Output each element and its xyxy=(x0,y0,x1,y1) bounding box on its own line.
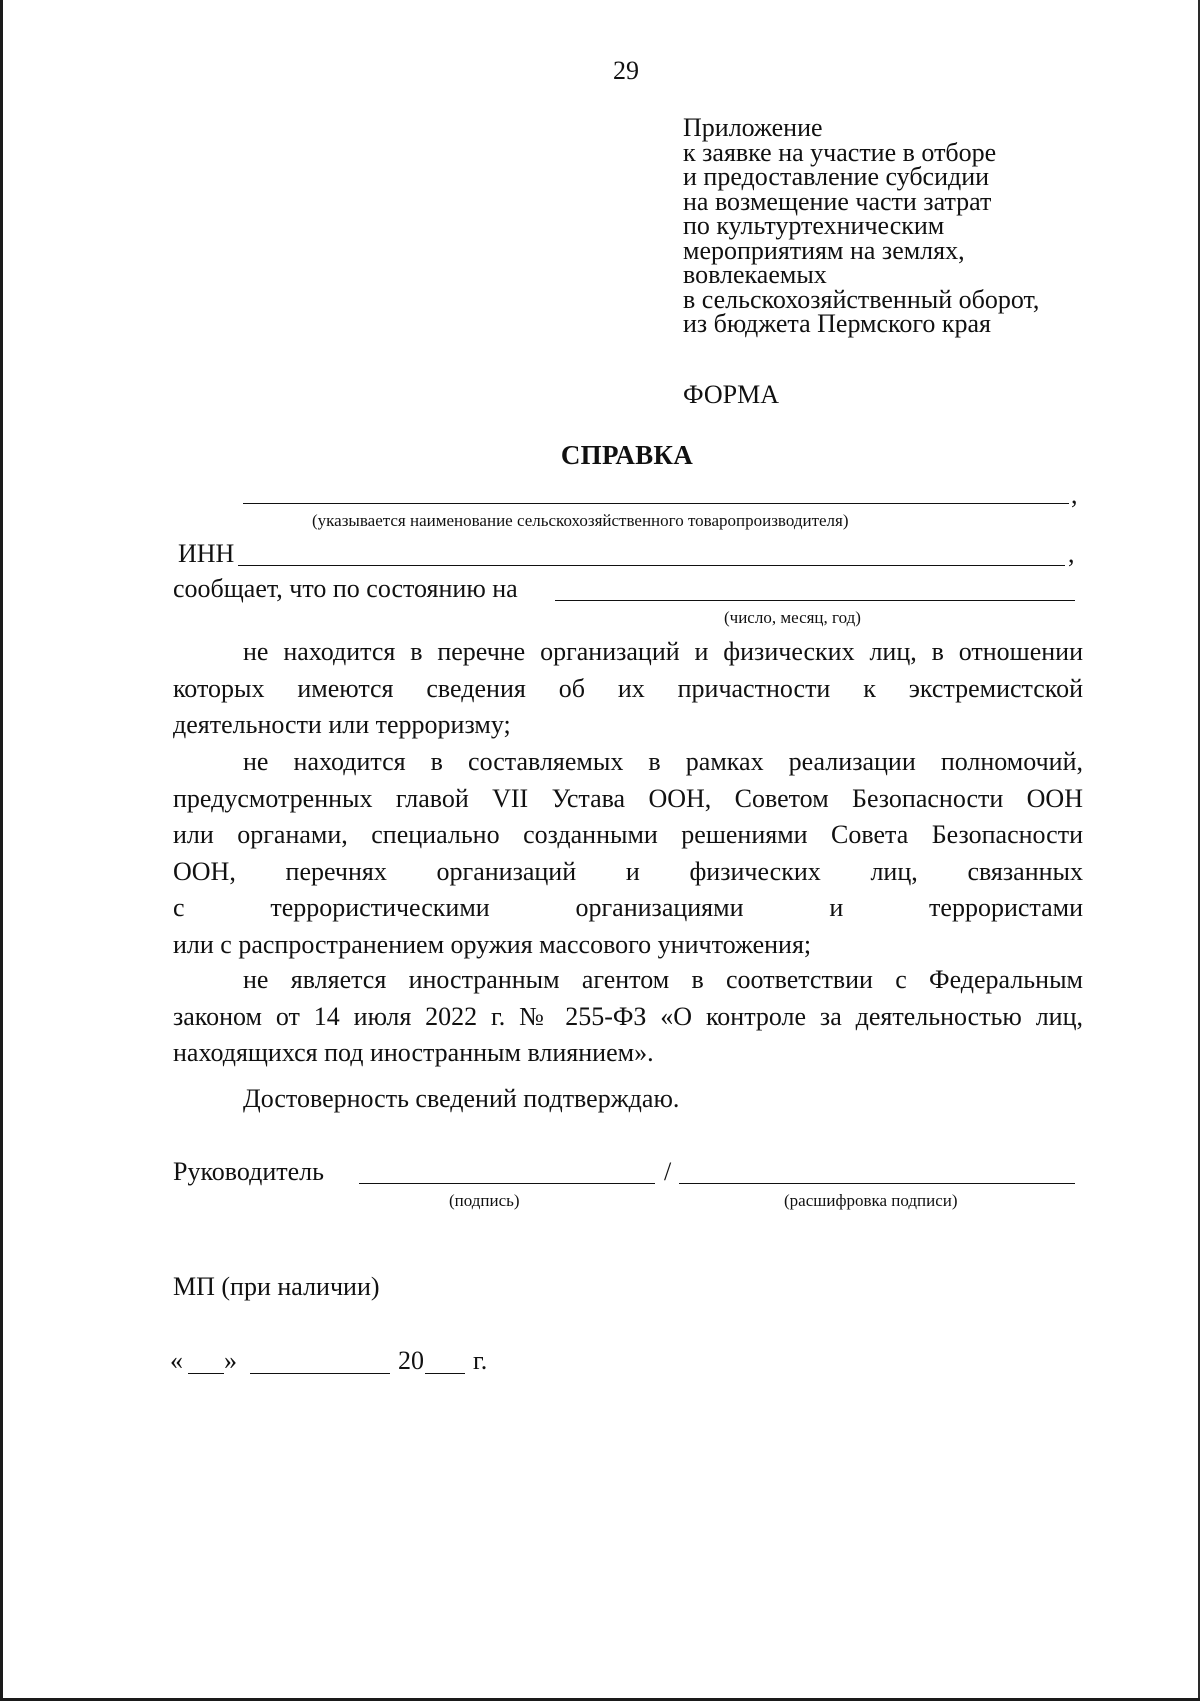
appendix-line: из бюджета Пермского края xyxy=(683,309,992,338)
appendix-line: на возмещение части затрат xyxy=(683,186,992,216)
paragraph-line: не находится в перечне организаций и физических лиц, в отношении xyxy=(243,637,1083,666)
producer-name-blank[interactable] xyxy=(243,503,1069,504)
inn-label: ИНН xyxy=(178,539,235,568)
year-suffix: г. xyxy=(473,1346,488,1375)
paragraph-line: которых имеются сведения об их причастности к экстремистской xyxy=(173,673,1083,703)
paragraph-un-lists xyxy=(173,744,1083,963)
appendix-line: и предоставление субсидии xyxy=(683,162,990,191)
appendix-block xyxy=(683,113,1040,338)
signature-hint: (подпись) xyxy=(449,1191,520,1210)
page-number: 29 xyxy=(613,56,639,85)
report-date-blank[interactable] xyxy=(555,600,1075,601)
paragraph-line: ООН, перечнях организаций и физических лиц, связанных xyxy=(173,856,1083,886)
appendix-line: по культуртехническим xyxy=(683,211,945,240)
report-date-hint: (число, месяц, год) xyxy=(724,608,861,627)
producer-name-hint: (указывается наименование сельскохозяйственного товаропроизводителя) xyxy=(312,511,849,530)
day-blank[interactable] xyxy=(188,1373,224,1374)
paragraph-line: законом от 14 июля 2022 г. № 255-ФЗ «О контроле за деятельностью лиц, xyxy=(173,1001,1083,1031)
paragraph-line: не находится в составляемых в рамках реализации полномочий, xyxy=(243,747,1083,776)
signature-decoding-hint: (расшифровка подписи) xyxy=(784,1191,958,1210)
paragraph-line: деятельности или терроризму; xyxy=(173,710,511,739)
date-line-label: сообщает, что по состоянию на xyxy=(173,574,518,603)
date-open-quote: « xyxy=(170,1346,183,1375)
date-close-quote: » xyxy=(224,1346,237,1375)
appendix-line: в сельскохозяйственный оборот, xyxy=(683,284,1040,314)
signature-label: Руководитель xyxy=(173,1157,324,1186)
year-prefix: 20 xyxy=(398,1346,424,1375)
appendix-line: Приложение xyxy=(683,113,823,142)
paragraph-line: или органами, специально созданными решениями Совета Безопасности xyxy=(173,820,1083,849)
producer-comma: , xyxy=(1071,480,1078,509)
signature-blank[interactable] xyxy=(359,1183,655,1184)
paragraph-extremism xyxy=(173,634,1083,744)
paragraph-line: не является иностранным агентом в соответствии с Федеральным xyxy=(243,965,1083,994)
month-blank[interactable] xyxy=(250,1373,390,1374)
appendix-line: мероприятиям на землях, xyxy=(683,235,965,265)
paragraph-line: или с распространением оружия массового уничтожения; xyxy=(173,929,812,959)
scan-edge-left xyxy=(0,0,3,1701)
signature-separator: / xyxy=(664,1157,672,1186)
paragraph-foreign-agent xyxy=(173,962,1083,1072)
appendix-line: к заявке на участие в отборе xyxy=(683,137,997,167)
document-title: СПРАВКА xyxy=(560,440,694,470)
paragraph-line: находящихся под иностранным влиянием». xyxy=(173,1038,654,1067)
appendix-line: вовлекаемых xyxy=(683,260,827,289)
paragraph-line: с террористическими организациями и террористами xyxy=(173,893,1083,922)
confirmation-text: Достоверность сведений подтверждаю. xyxy=(243,1084,680,1113)
paragraph-line: предусмотренных главой VII Устава ООН, Советом Безопасности ООН xyxy=(173,783,1083,813)
form-label: ФОРМА xyxy=(683,380,779,409)
inn-blank[interactable] xyxy=(238,565,1065,566)
stamp-label: МП (при наличии) xyxy=(173,1272,380,1301)
signature-decoding-blank[interactable] xyxy=(679,1183,1075,1184)
inn-comma: , xyxy=(1068,539,1075,568)
year-blank[interactable] xyxy=(425,1373,465,1374)
